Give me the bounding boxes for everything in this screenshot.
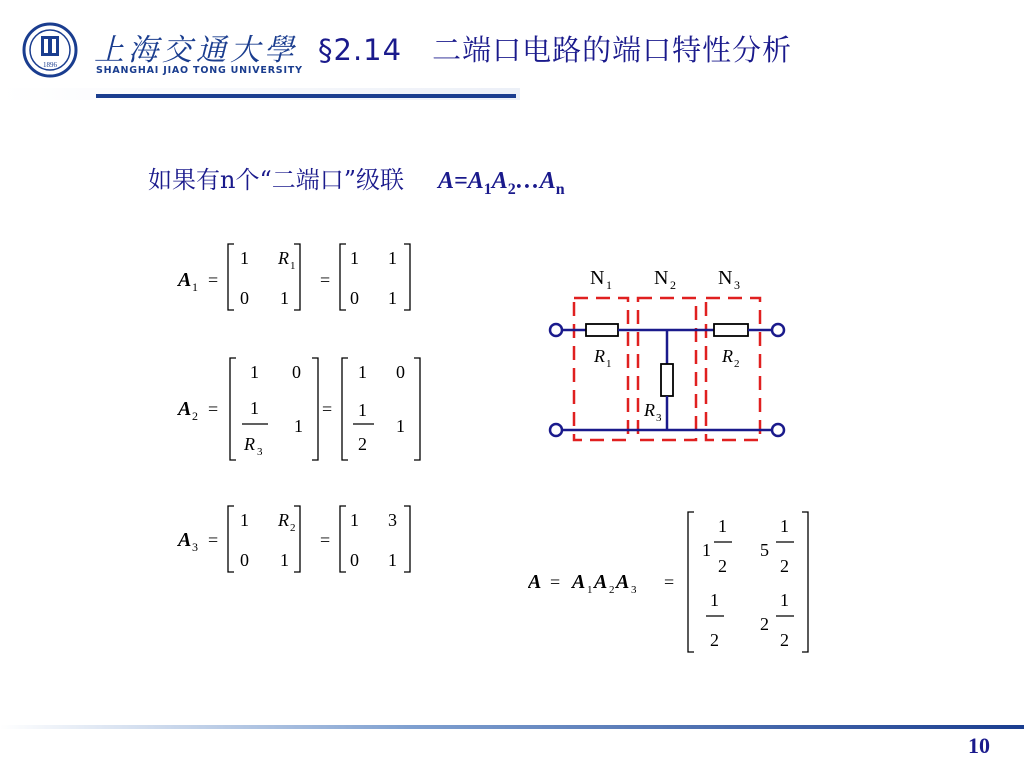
r2-sub: 2: [290, 522, 296, 534]
svg-text:A: A: [178, 529, 192, 551]
slide-title: §2.14 二端口电路的端口特性分析: [318, 33, 793, 67]
svg-text:A: A: [594, 571, 608, 593]
svg-text:R: R: [244, 434, 255, 454]
svg-text:2: 2: [780, 556, 789, 576]
svg-text:3: 3: [388, 510, 397, 530]
footer-rule: [0, 725, 1024, 729]
svg-text:0: 0: [350, 288, 359, 308]
svg-text:1: 1: [702, 540, 711, 560]
svg-text:1: 1: [350, 248, 359, 268]
terminal-2: [772, 324, 784, 336]
svg-text:2: 2: [734, 358, 740, 370]
r1-sub: 1: [290, 260, 296, 272]
label-n2: N: [654, 267, 669, 289]
svg-text:1: 1: [240, 248, 249, 268]
svg-text:A: A: [178, 398, 192, 420]
page-number: 10: [968, 733, 990, 758]
svg-text:1: 1: [358, 362, 367, 382]
svg-text:2: 2: [609, 584, 615, 596]
terminal-1-prime: [550, 424, 562, 436]
matrix-a2-equation: [170, 352, 430, 468]
svg-text:0: 0: [240, 288, 249, 308]
svg-text:1: 1: [192, 280, 198, 294]
label-r2: R: [722, 346, 733, 366]
logo-year: 1896: [43, 61, 57, 69]
svg-text:1: 1: [587, 584, 593, 596]
svg-text:1: 1: [780, 590, 789, 610]
svg-text:2: 2: [192, 409, 198, 423]
svg-text:2: 2: [718, 556, 727, 576]
svg-text:R: R: [278, 248, 289, 268]
svg-text:1: 1: [396, 416, 405, 436]
svg-text:3: 3: [734, 278, 740, 292]
cascade-equation: $A=A_1A_2\dots A_n$: [438, 168, 565, 198]
network-box-n1: [574, 298, 628, 440]
svg-text:2: 2: [670, 278, 676, 292]
logo-english-name: SHANGHAI JIAO TONG UNIVERSITY: [96, 65, 303, 76]
label-n1: N: [590, 267, 605, 289]
logo-chinese-name: 上海交通大學: [94, 33, 298, 68]
svg-text:1: 1: [780, 516, 789, 536]
svg-text:0: 0: [292, 362, 301, 382]
label-r3: R: [644, 400, 655, 420]
label-n3: N: [718, 267, 733, 289]
svg-text:2: 2: [760, 614, 769, 634]
svg-text:3: 3: [631, 584, 637, 596]
svg-text:0: 0: [350, 550, 359, 570]
label-r1: R: [594, 346, 605, 366]
svg-text:A: A: [616, 571, 630, 593]
svg-text:3: 3: [656, 412, 662, 424]
header-rule: [96, 94, 516, 98]
svg-text:A: A: [178, 269, 192, 291]
svg-text:5: 5: [760, 540, 769, 560]
svg-text:2: 2: [780, 630, 789, 650]
svg-text:1: 1: [250, 398, 259, 418]
cascade-circuit-diagram: [540, 262, 800, 452]
svg-text:0: 0: [240, 550, 249, 570]
svg-text:2: 2: [358, 434, 367, 454]
university-seal-icon: [22, 22, 78, 78]
svg-text:A: A: [528, 571, 542, 593]
resistor-r2: [714, 324, 748, 336]
svg-text:1: 1: [350, 510, 359, 530]
svg-text:3: 3: [257, 446, 263, 458]
svg-text:1: 1: [280, 288, 289, 308]
resistor-r1: [586, 324, 618, 336]
terminal-2-prime: [772, 424, 784, 436]
svg-text:=: =: [208, 270, 219, 290]
svg-text:1: 1: [388, 288, 397, 308]
svg-text:1: 1: [606, 358, 612, 370]
svg-text:=: =: [664, 572, 675, 592]
svg-text:3: 3: [192, 540, 198, 554]
svg-text:1: 1: [250, 362, 259, 382]
matrix-a1-equation: [170, 238, 420, 318]
svg-text:R: R: [278, 510, 289, 530]
svg-text:1: 1: [280, 550, 289, 570]
svg-text:=: =: [322, 399, 333, 419]
intro-text: 如果有n个“二端口”级联: [148, 166, 404, 194]
resistor-r3: [661, 364, 673, 396]
svg-text:1: 1: [606, 278, 612, 292]
svg-text:1: 1: [388, 248, 397, 268]
svg-text:1: 1: [710, 590, 719, 610]
network-box-n3: [706, 298, 760, 440]
matrix-a3-equation: [170, 502, 420, 582]
svg-text:=: =: [320, 530, 331, 550]
result-matrix-equation: [528, 508, 828, 658]
svg-text:1: 1: [240, 510, 249, 530]
svg-text:=: =: [208, 399, 219, 419]
svg-text:1: 1: [388, 550, 397, 570]
svg-text:A: A: [572, 571, 586, 593]
svg-text:=: =: [320, 270, 331, 290]
svg-text:1: 1: [294, 416, 303, 436]
svg-text:2: 2: [710, 630, 719, 650]
svg-text:0: 0: [396, 362, 405, 382]
svg-text:1: 1: [358, 400, 367, 420]
svg-text:=: =: [550, 572, 561, 592]
intro-line: [148, 160, 565, 199]
terminal-1: [550, 324, 562, 336]
svg-text:=: =: [208, 530, 219, 550]
svg-text:1: 1: [718, 516, 727, 536]
